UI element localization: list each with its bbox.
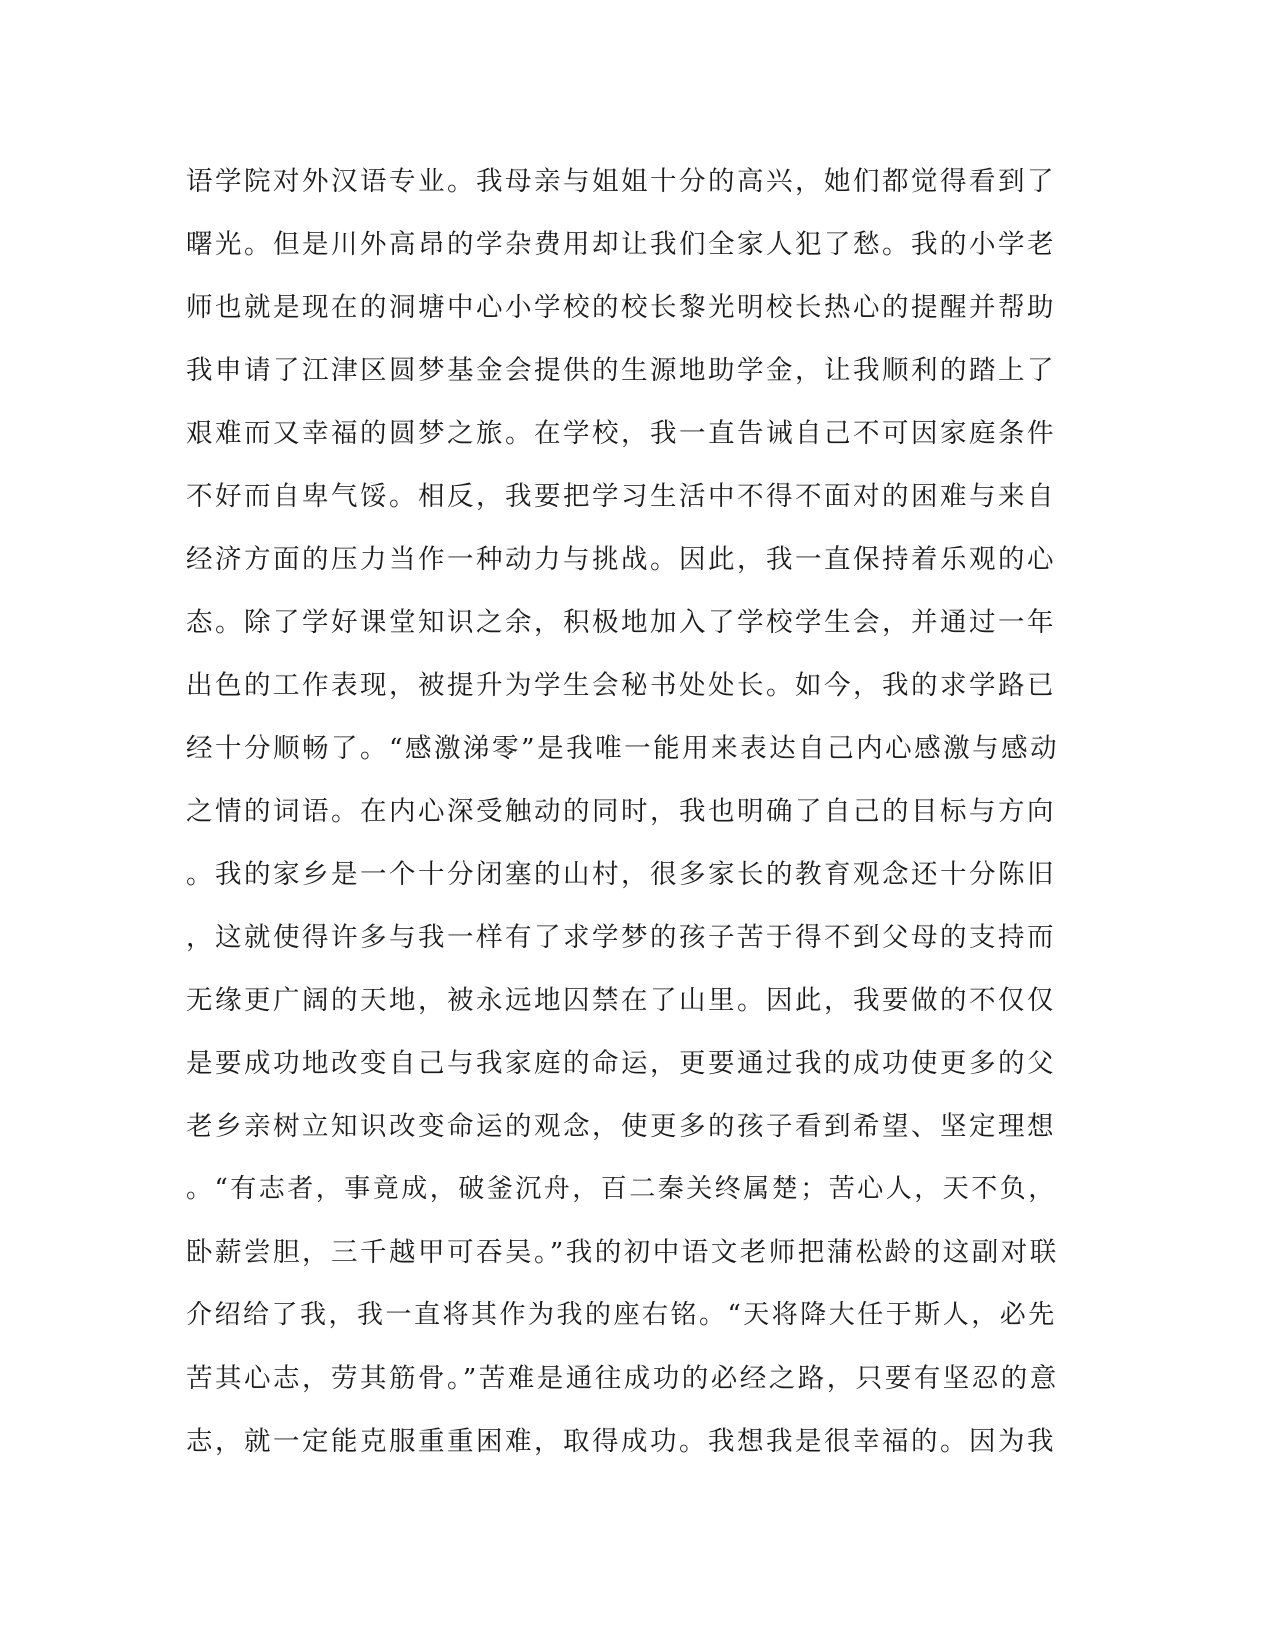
text-line: 老乡亲树立知识改变命运的观念，使更多的孩子看到希望、坚定理想 [186, 1111, 1056, 1142]
text-line: ，这就使得许多与我一样有了求学梦的孩子苦于得不到父母的支持而 [186, 922, 1056, 953]
text-line: 经济方面的压力当作一种动力与挑战。因此，我一直保持着乐观的心 [186, 544, 1056, 575]
text-line: 不好而自卑气馁。相反，我要把学习生活中不得不面对的困难与来自 [186, 481, 1056, 512]
text-line: 出色的工作表现，被提升为学生会秘书处处长。如今，我的求学路已 [186, 670, 1056, 701]
body-text [186, 163, 1066, 1486]
text-line: 。“有志者，事竟成，破釜沉舟，百二秦关终属楚；苦心人，天不负， [186, 1174, 1057, 1204]
text-line: 经十分顺畅了。“感激涕零”是我唯一能用来表达自己内心感激与感动 [186, 733, 1060, 764]
text-line: 。我的家乡是一个十分闭塞的山村，很多家长的教育观念还十分陈旧 [186, 859, 1056, 890]
text-line: 我申请了江津区圆梦基金会提供的生源地助学金，让我顺利的踏上了 [186, 355, 1056, 386]
text-line: 苦其心志，劳其筋骨。”苦难是通往成功的必经之路，只要有坚忍的意 [186, 1363, 1059, 1394]
text-line: 卧薪尝胆，三千越甲可吞吴。”我的初中语文老师把蒲松龄的这副对联 [186, 1237, 1059, 1268]
text-line: 之情的词语。在内心深受触动的同时，我也明确了自己的目标与方向 [186, 796, 1056, 827]
text-line: 师也就是现在的洞塘中心小学校的校长黎光明校长热心的提醒并帮助 [186, 292, 1056, 323]
text-line: 无缘更广阔的天地，被永远地囚禁在了山里。因此，我要做的不仅仅 [186, 985, 1056, 1016]
text-line: 志，就一定能克服重重困难，取得成功。我想我是很幸福的。因为我 [186, 1426, 1056, 1457]
text-line: 介绍给了我，我一直将其作为我的座右铭。“天将降大任于斯人，必先 [186, 1300, 1057, 1330]
text-line: 曙光。但是川外高昂的学杂费用却让我们全家人犯了愁。我的小学老 [186, 229, 1056, 260]
text-line: 艰难而又幸福的圆梦之旅。在学校，我一直告诫自己不可因家庭条件 [186, 418, 1056, 449]
text-line: 语学院对外汉语专业。我母亲与姐姐十分的高兴，她们都觉得看到了 [186, 166, 1056, 197]
text-line: 态。除了学好课堂知识之余，积极地加入了学校学生会，并通过一年 [186, 607, 1056, 638]
text-line: 是要成功地改变自己与我家庭的命运，更要通过我的成功使更多的父 [186, 1048, 1056, 1079]
